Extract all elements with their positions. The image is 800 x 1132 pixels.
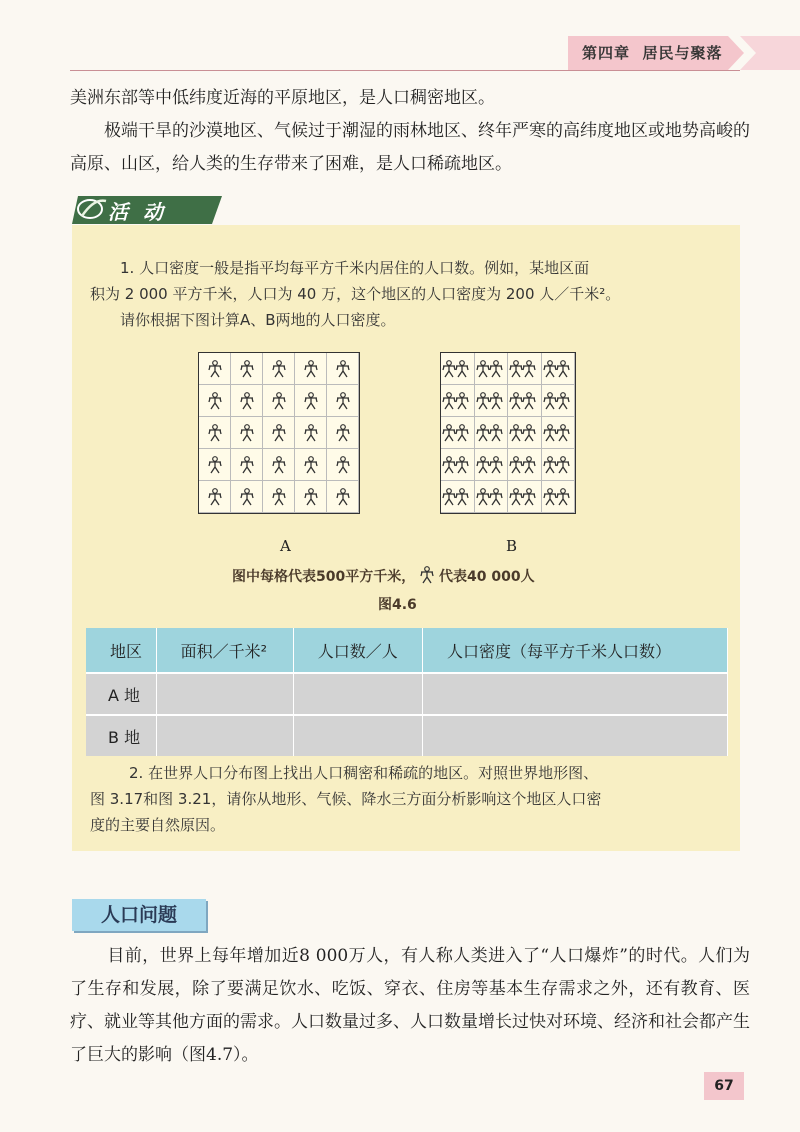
person-icon — [336, 424, 350, 442]
person-icon — [240, 424, 254, 442]
person-icon — [509, 488, 539, 506]
grid-cell — [199, 353, 231, 385]
grid-cell — [295, 353, 327, 385]
grid-a-label: A — [280, 537, 291, 555]
person-icon — [442, 360, 472, 378]
question-1-line-3: 请你根据下图计算A、B两地的人口密度。 — [120, 311, 396, 329]
table-cell — [293, 715, 422, 756]
question-1-line-2: 积为 2 000 平方千米，人口为 40 万，这个地区的人口密度为 200 人／千米²。 — [90, 285, 621, 303]
person-icon — [304, 360, 318, 378]
paragraph-sparse-areas: 极端干旱的沙漠地区、气候过于潮湿的雨林地区、终年严寒的高纬度地区或地势高峻的高原、山区，给人类的生存带来了困难，是人口稀疏地区。 — [70, 121, 750, 174]
section-title: 人口问题 — [72, 899, 206, 931]
person-icon — [304, 456, 318, 474]
grid-cell — [295, 417, 327, 449]
activity-title: 活 动 — [108, 200, 167, 224]
grid-cell — [508, 481, 542, 513]
grid-cell — [542, 417, 576, 449]
table-cell — [423, 673, 728, 715]
person-icon — [420, 566, 434, 584]
table-cell — [156, 673, 293, 715]
person-icon — [543, 360, 573, 378]
person-icon — [208, 392, 222, 410]
grid-cell — [508, 385, 542, 417]
grid-cell — [508, 353, 542, 385]
grid-cell — [263, 449, 295, 481]
grid-cell — [263, 353, 295, 385]
grid-cell — [441, 417, 475, 449]
table-cell: B 地 — [86, 715, 156, 756]
grid-cell — [295, 385, 327, 417]
person-icon — [476, 424, 506, 442]
grid-cell — [542, 353, 576, 385]
person-icon — [304, 488, 318, 506]
grid-cell — [327, 417, 359, 449]
question-1 — [90, 255, 710, 333]
person-icon — [240, 456, 254, 474]
person-icon — [208, 456, 222, 474]
question-2-line-1: 2. 在世界人口分布图上找出人口稠密和稀疏的地区。对照世界地形图、 — [129, 764, 599, 782]
grid-cell — [231, 481, 263, 513]
person-icon — [336, 488, 350, 506]
table-header-cell: 面积／千米² — [156, 628, 293, 673]
legend-person-text: 代表40 000人 — [438, 569, 535, 585]
paragraph-dense-areas: 美洲东部等中低纬度近海的平原地区，是人口稠密地区。 — [70, 88, 495, 108]
grid-cell — [199, 481, 231, 513]
person-icon — [442, 424, 472, 442]
grid-cell — [441, 481, 475, 513]
person-icon — [442, 456, 472, 474]
person-icon — [208, 360, 222, 378]
grid-cell — [231, 353, 263, 385]
chapter-title: 居民与聚落 — [642, 44, 723, 62]
grid-cell — [199, 417, 231, 449]
person-icon — [509, 424, 539, 442]
table-cell — [423, 715, 728, 756]
grid-cell — [441, 385, 475, 417]
person-icon — [543, 392, 573, 410]
person-icon — [240, 488, 254, 506]
header-rule — [70, 70, 740, 71]
person-icon — [240, 360, 254, 378]
person-icon — [543, 456, 573, 474]
grid-cell — [327, 481, 359, 513]
grid-cell — [441, 353, 475, 385]
grid-cell — [542, 481, 576, 513]
grid-cell — [542, 385, 576, 417]
grid-cell — [475, 481, 509, 513]
table-header-row — [86, 628, 728, 673]
table-header-cell: 地区 — [86, 628, 156, 673]
table-cell — [293, 673, 422, 715]
question-2-line-2: 图 3.17和图 3.21，请你从地形、气候、降水三方面分析影响这个地区人口密 — [90, 790, 602, 808]
population-grid-b — [440, 352, 576, 514]
person-icon — [208, 424, 222, 442]
person-icon — [272, 392, 286, 410]
grid-cell — [327, 353, 359, 385]
person-icon — [272, 488, 286, 506]
table-cell: A 地 — [86, 673, 156, 715]
chapter-number: 第四章 — [582, 44, 631, 62]
grid-cell — [508, 417, 542, 449]
person-icon — [208, 488, 222, 506]
population-grid-a — [198, 352, 360, 514]
person-icon — [476, 488, 506, 506]
person-icon — [304, 424, 318, 442]
grid-cell — [295, 449, 327, 481]
grid-cell — [475, 449, 509, 481]
person-icon — [272, 456, 286, 474]
person-icon — [272, 424, 286, 442]
grid-cell — [475, 385, 509, 417]
figure-number: 图4.6 — [378, 597, 417, 613]
grid-cell — [231, 449, 263, 481]
grid-cell — [327, 385, 359, 417]
person-icon — [304, 392, 318, 410]
person-icon — [509, 456, 539, 474]
person-icon — [476, 392, 506, 410]
grid-cell — [199, 449, 231, 481]
person-icon — [442, 488, 472, 506]
person-icon — [543, 488, 573, 506]
question-2-line-3: 度的主要自然原因。 — [90, 816, 226, 834]
density-table — [86, 628, 728, 756]
figure-legend — [232, 566, 535, 586]
grid-cell — [263, 417, 295, 449]
grid-cell — [327, 449, 359, 481]
person-icon — [336, 456, 350, 474]
person-icon — [509, 360, 539, 378]
grid-cell — [475, 417, 509, 449]
person-icon — [476, 360, 506, 378]
section-paragraph: 目前，世界上每年增加近8 000万人，有人称人类进入了“人口爆炸”的时代。人们为了生存和发展，除了要满足饮水、吃饭、穿衣、住房等基本生存需求之外，还有教育、医疗、就业等其他方面的需求。人口数量过多、人口数量增长过快对环境、经济和社会都产生了巨大的影响（图4.7）。 — [70, 946, 750, 1065]
question-2 — [90, 760, 716, 838]
table-row — [86, 673, 728, 715]
grid-cell — [199, 385, 231, 417]
table-cell — [156, 715, 293, 756]
grid-cell — [231, 385, 263, 417]
person-icon — [336, 392, 350, 410]
grid-cell — [542, 449, 576, 481]
table-header-cell: 人口密度（每平方千米人口数） — [423, 628, 728, 673]
person-icon — [272, 360, 286, 378]
person-icon — [240, 392, 254, 410]
grid-cell — [231, 417, 263, 449]
grid-cell — [475, 353, 509, 385]
table-row — [86, 715, 728, 756]
person-icon — [442, 392, 472, 410]
grid-cell — [295, 481, 327, 513]
grid-cell — [441, 449, 475, 481]
person-icon — [543, 424, 573, 442]
legend-cell-text: 图中每格代表500平方千米， — [232, 569, 416, 585]
grid-cell — [263, 385, 295, 417]
question-1-line-1: 1. 人口密度一般是指平均每平方千米内居住的人口数。例如，某地区面 — [120, 259, 590, 277]
grid-cell — [508, 449, 542, 481]
table-header-cell: 人口数／人 — [293, 628, 422, 673]
person-icon — [509, 392, 539, 410]
person-icon — [476, 456, 506, 474]
grid-cell — [263, 481, 295, 513]
grid-b-label: B — [506, 537, 518, 555]
page-number: 67 — [704, 1072, 744, 1100]
chapter-header — [582, 42, 722, 63]
person-icon — [336, 360, 350, 378]
